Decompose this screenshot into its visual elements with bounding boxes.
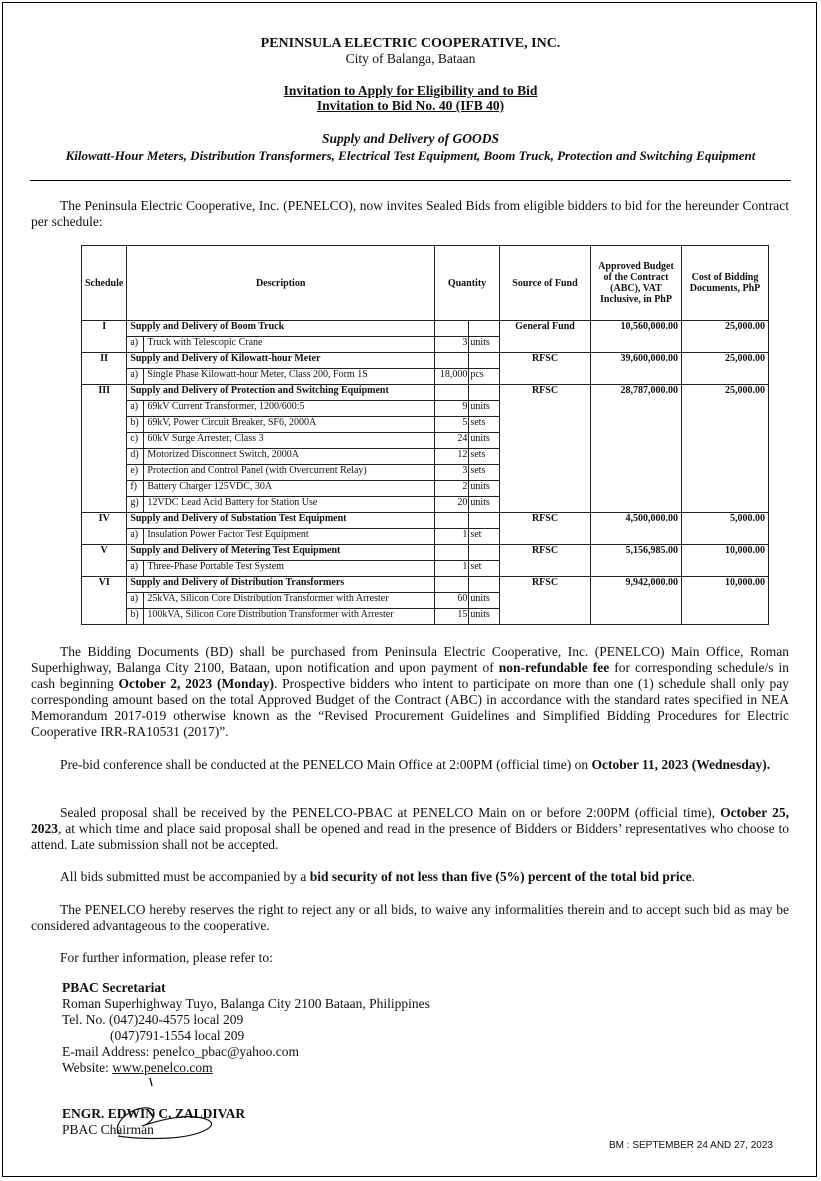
source-of-fund: General Fund [500, 321, 591, 353]
item-quantity: 9 [435, 401, 469, 417]
item-unit: sets [469, 465, 500, 481]
item-unit: set [469, 561, 500, 577]
item-quantity: 15 [435, 609, 469, 625]
item-letter: a) [127, 561, 144, 577]
schedule-row [82, 545, 769, 561]
schedule-row [82, 353, 769, 369]
item-description: 100kVA, Silicon Core Distribution Transformer with Arrester [144, 609, 435, 625]
intro-paragraph: The Peninsula Electric Cooperative, Inc. (PENELCO), now invites Sealed Bids from eligible bidders to bid for the hereunder Contract per schedule: [31, 198, 789, 229]
further-info-paragraph: For further information, please refer to: [60, 950, 273, 965]
schedule-number: II [82, 353, 127, 385]
schedule-number: III [82, 385, 127, 513]
item-description: Single Phase Kilowatt-hour Meter, Class 200, Form 1S [144, 369, 435, 385]
schedule-title: Supply and Delivery of Boom Truck [127, 321, 435, 337]
item-description: Truck with Telescopic Crane [144, 337, 435, 353]
source-of-fund: RFSC [500, 353, 591, 385]
item-quantity: 1 [435, 561, 469, 577]
contact-address: Roman Superhighway Tuyo, Balanga City 2100 Bataan, Philippines [62, 996, 430, 1011]
item-description: 25kVA, Silicon Core Distribution Transformer with Arrester [144, 593, 435, 609]
item-letter: a) [127, 593, 144, 609]
qty-blank [435, 545, 469, 561]
item-unit: sets [469, 449, 500, 465]
bid-doc-cost: 25,000.00 [682, 353, 769, 385]
abc-amount: 28,787,000.00 [591, 385, 682, 513]
header-schedule: Schedule [82, 246, 127, 321]
header-cost: Cost of Bidding Documents, PhP [682, 246, 769, 321]
item-description: Protection and Control Panel (with Overcurrent Relay) [144, 465, 435, 481]
item-letter: d) [127, 449, 144, 465]
item-unit: units [469, 481, 500, 497]
abc-amount: 39,600,000.00 [591, 353, 682, 385]
schedule-title: Supply and Delivery of Substation Test Equipment [127, 513, 435, 529]
source-of-fund: RFSC [500, 577, 591, 625]
abc-amount: 4,500,000.00 [591, 513, 682, 545]
source-of-fund: RFSC [500, 513, 591, 545]
bid-doc-cost: 25,000.00 [682, 385, 769, 513]
reservation-paragraph: The PENELCO hereby reserves the right to reject any or all bids, to waive any informalities therein and to accept such bid as may be considered advantageous to the cooperative. [31, 902, 789, 933]
item-unit: units [469, 609, 500, 625]
schedule-row [82, 577, 769, 593]
publication-note: BM : SEPTEMBER 24 AND 27, 2023 [609, 1140, 773, 1151]
item-quantity: 2 [435, 481, 469, 497]
item-letter: b) [127, 609, 144, 625]
bid-doc-cost: 5,000.00 [682, 513, 769, 545]
header-abc: Approved Budget of the Contract (ABC), VAT Inclusive, in PhP [591, 246, 682, 321]
qty-blank [435, 577, 469, 593]
source-of-fund: RFSC [500, 545, 591, 577]
schedule-title: Supply and Delivery of Metering Test Equipment [127, 545, 435, 561]
item-description: 69kV, Power Circuit Breaker, SF6, 2000A [144, 417, 435, 433]
schedule-number: IV [82, 513, 127, 545]
unit-blank [469, 353, 500, 369]
organization-city: City of Balanga, Bataan [345, 51, 476, 66]
subject-title: Supply and Delivery of GOODS [322, 131, 499, 146]
contact-tel-2: (047)791-1554 local 209 [110, 1028, 245, 1043]
item-description: Motorized Disconnect Switch, 2000A [144, 449, 435, 465]
item-quantity: 1 [435, 529, 469, 545]
item-letter: c) [127, 433, 144, 449]
item-description: 69kV Current Transformer, 1200/600:5 [144, 401, 435, 417]
unit-blank [469, 513, 500, 529]
item-quantity: 20 [435, 497, 469, 513]
table-header-row [82, 246, 769, 321]
bid-doc-cost: 10,000.00 [682, 577, 769, 625]
bid-security-paragraph: All bids submitted must be accompanied by a bid security of not less than five (5%) percent of the total bid price. [60, 869, 695, 884]
contact-block [62, 980, 430, 1076]
item-description: Three-Phase Portable Test System [144, 561, 435, 577]
contact-title: PBAC Secretariat [62, 980, 166, 995]
contact-email: E-mail Address: penelco_pbac@yahoo.com [62, 1044, 299, 1059]
item-description: Insulation Power Factor Test Equipment [144, 529, 435, 545]
header-description: Description [127, 246, 435, 321]
header-quantity: Quantity [435, 246, 500, 321]
schedule-row [82, 385, 769, 401]
unit-blank [469, 321, 500, 337]
schedule-title: Supply and Delivery of Protection and Switching Equipment [127, 385, 435, 401]
item-quantity: 24 [435, 433, 469, 449]
schedule-title: Supply and Delivery of Kilowatt-hour Meter [127, 353, 435, 369]
item-letter: f) [127, 481, 144, 497]
bid-doc-cost: 10,000.00 [682, 545, 769, 577]
item-quantity: 12 [435, 449, 469, 465]
item-quantity: 3 [435, 465, 469, 481]
item-unit: set [469, 529, 500, 545]
signatory-block [62, 1106, 245, 1138]
bidding-documents-paragraph: The Bidding Documents (BD) shall be purchased from Peninsula Electric Cooperative, Inc. (PENELCO) Main Office, Roman Superhighway, Balanga City 2100, Bataan, upon notification and upon payment of non-refundable fee for corresponding schedule/s in cash beginning October 2, 2023 (Monday). Prospective bidders who intent to participate on more than one (1) schedule shall only pay corresponding amount based on the total Approved Budget of the Contract (ABC) in accordance with the standard rates specified in NEA Memorandum 2017-019 otherwise known as the “Revised Procurement Guidelines and Simplified Bidding Procedures for Electric Cooperative IRR-RA10531 (2017)”. [31, 644, 789, 739]
item-letter: e) [127, 465, 144, 481]
header-divider [30, 180, 791, 181]
item-description: 12VDC Lead Acid Battery for Station Use [144, 497, 435, 513]
item-unit: sets [469, 417, 500, 433]
schedule-title: Supply and Delivery of Distribution Transformers [127, 577, 435, 593]
item-letter: b) [127, 417, 144, 433]
item-letter: a) [127, 337, 144, 353]
item-quantity: 60 [435, 593, 469, 609]
schedule-number: I [82, 321, 127, 353]
subject-items: Kilowatt-Hour Meters, Distribution Transformers, Electrical Test Equipment, Boom Truck, Protection and Switching Equipment [65, 148, 756, 163]
item-unit: units [469, 337, 500, 353]
schedule-number: V [82, 545, 127, 577]
qty-blank [435, 321, 469, 337]
signatory-name: ENGR. EDWIN C. ZALDIVAR [62, 1106, 246, 1121]
prebid-paragraph: Pre-bid conference shall be conducted at the PENELCO Main Office at 2:00PM (official time) on October 11, 2023 (Wednesday). [60, 757, 771, 772]
contact-tel-1: Tel. No. (047)240-4575 local 209 [62, 1012, 244, 1027]
sealed-proposal-paragraph: Sealed proposal shall be received by the PENELCO-PBAC at PENELCO Main on or before 2:00PM (official time), October 25, 2023, at which time and place said proposal shall be opened and read in the presence of Bidders or Bidders’ representatives who choose to attend. Late submission shall not be accepted. [31, 805, 790, 852]
item-unit: pcs [469, 369, 500, 385]
unit-blank [469, 385, 500, 401]
item-letter: g) [127, 497, 144, 513]
signatory-title: PBAC Chairman [62, 1122, 154, 1137]
item-letter: a) [127, 529, 144, 545]
item-letter: a) [127, 401, 144, 417]
item-unit: units [469, 401, 500, 417]
item-quantity: 5 [435, 417, 469, 433]
item-letter: a) [127, 369, 144, 385]
item-description: 60kV Surge Arrester, Class 3 [144, 433, 435, 449]
item-quantity: 3 [435, 337, 469, 353]
unit-blank [469, 545, 500, 561]
header-source: Source of Fund [500, 246, 591, 321]
abc-amount: 10,560,000.00 [591, 321, 682, 353]
ifb-number: Invitation to Bid No. 40 (IFB 40) [316, 98, 505, 113]
website-link[interactable]: www.penelco.com [112, 1060, 213, 1075]
qty-blank [435, 385, 469, 401]
source-of-fund: RFSC [500, 385, 591, 513]
item-unit: units [469, 497, 500, 513]
invitation-title: Invitation to Apply for Eligibility and to Bid [283, 83, 538, 98]
abc-amount: 5,156,985.00 [591, 545, 682, 577]
item-quantity: 18,000 [435, 369, 469, 385]
schedule-table [81, 245, 769, 625]
table-body [82, 321, 769, 625]
qty-blank [435, 513, 469, 529]
item-unit: units [469, 593, 500, 609]
unit-blank [469, 577, 500, 593]
item-unit: units [469, 433, 500, 449]
contact-website: Website: www.penelco.com [62, 1060, 213, 1075]
qty-blank [435, 353, 469, 369]
schedule-row [82, 321, 769, 337]
abc-amount: 9,942,000.00 [591, 577, 682, 625]
bid-doc-cost: 25,000.00 [682, 321, 769, 353]
schedule-row [82, 513, 769, 529]
organization-name: PENINSULA ELECTRIC COOPERATIVE, INC. [260, 36, 561, 51]
item-description: Battery Charger 125VDC, 30A [144, 481, 435, 497]
schedule-number: VI [82, 577, 127, 625]
